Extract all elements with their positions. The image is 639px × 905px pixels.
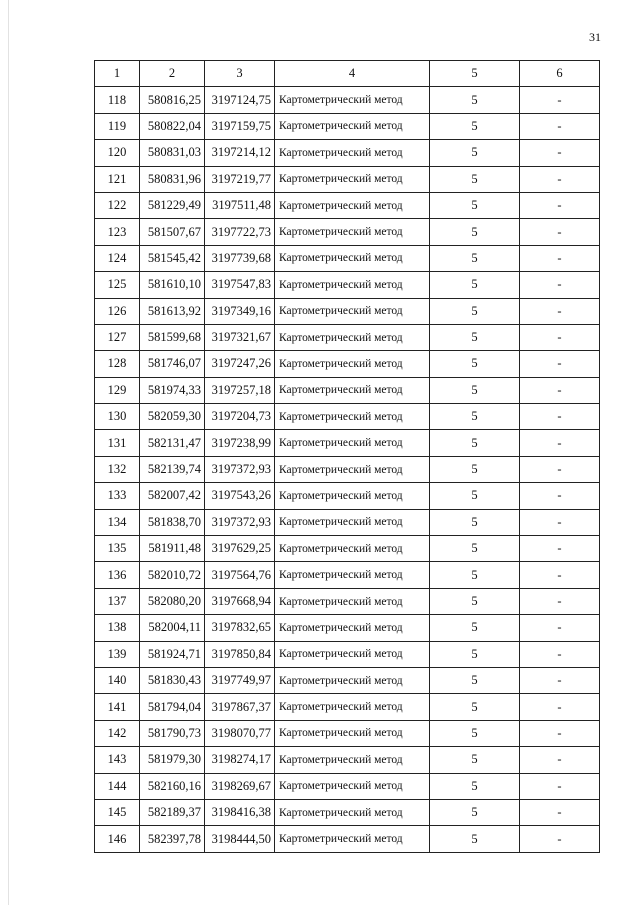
table-row: [95, 298, 600, 324]
accuracy-cell: 5: [430, 113, 520, 139]
table-row: [95, 773, 600, 799]
method-cell: Картометрический метод: [275, 430, 430, 456]
x-coordinate-cell: 582131,47: [140, 430, 205, 456]
point-number-cell: 132: [95, 456, 140, 482]
y-coordinate-cell: 3197739,68: [205, 245, 275, 271]
accuracy-cell: 5: [430, 641, 520, 667]
table-row: [95, 747, 600, 773]
x-coordinate-cell: 581830,43: [140, 667, 205, 693]
point-number-cell: 120: [95, 140, 140, 166]
accuracy-cell: 5: [430, 483, 520, 509]
x-coordinate-cell: 582189,37: [140, 799, 205, 825]
y-coordinate-cell: 3197832,65: [205, 615, 275, 641]
x-coordinate-cell: 581838,70: [140, 509, 205, 535]
x-coordinate-cell: 581924,71: [140, 641, 205, 667]
accuracy-cell: 5: [430, 87, 520, 113]
method-cell: Картометрический метод: [275, 747, 430, 773]
x-coordinate-cell: 581613,92: [140, 298, 205, 324]
note-cell: -: [520, 456, 600, 482]
accuracy-cell: 5: [430, 747, 520, 773]
table-row: [95, 140, 600, 166]
y-coordinate-cell: 3198416,38: [205, 799, 275, 825]
note-cell: -: [520, 641, 600, 667]
y-coordinate-cell: 3197629,25: [205, 536, 275, 562]
note-cell: -: [520, 536, 600, 562]
x-coordinate-cell: 581911,48: [140, 536, 205, 562]
accuracy-cell: 5: [430, 377, 520, 403]
coordinates-table: [94, 60, 600, 853]
x-coordinate-cell: 582397,78: [140, 826, 205, 852]
y-coordinate-cell: 3197219,77: [205, 166, 275, 192]
y-coordinate-cell: 3197749,97: [205, 667, 275, 693]
y-coordinate-cell: 3197204,73: [205, 404, 275, 430]
method-cell: Картометрический метод: [275, 113, 430, 139]
method-cell: Картометрический метод: [275, 615, 430, 641]
method-cell: Картометрический метод: [275, 456, 430, 482]
x-coordinate-cell: 581507,67: [140, 219, 205, 245]
table-row: [95, 509, 600, 535]
note-cell: -: [520, 377, 600, 403]
method-cell: Картометрический метод: [275, 351, 430, 377]
page-margin-line: [8, 0, 9, 905]
note-cell: -: [520, 351, 600, 377]
x-coordinate-cell: 580831,96: [140, 166, 205, 192]
note-cell: -: [520, 245, 600, 271]
note-cell: -: [520, 430, 600, 456]
method-cell: Картометрический метод: [275, 166, 430, 192]
method-cell: Картометрический метод: [275, 324, 430, 350]
note-cell: -: [520, 826, 600, 852]
note-cell: -: [520, 192, 600, 218]
y-coordinate-cell: 3197238,99: [205, 430, 275, 456]
header-cell-3: 3: [205, 61, 275, 87]
point-number-cell: 129: [95, 377, 140, 403]
point-number-cell: 118: [95, 87, 140, 113]
header-cell-6: 6: [520, 61, 600, 87]
note-cell: -: [520, 483, 600, 509]
x-coordinate-cell: 581979,30: [140, 747, 205, 773]
point-number-cell: 136: [95, 562, 140, 588]
x-coordinate-cell: 581229,49: [140, 192, 205, 218]
point-number-cell: 123: [95, 219, 140, 245]
y-coordinate-cell: 3197159,75: [205, 113, 275, 139]
point-number-cell: 142: [95, 720, 140, 746]
accuracy-cell: 5: [430, 456, 520, 482]
table-row: [95, 219, 600, 245]
x-coordinate-cell: 581545,42: [140, 245, 205, 271]
accuracy-cell: 5: [430, 324, 520, 350]
y-coordinate-cell: 3197257,18: [205, 377, 275, 403]
point-number-cell: 127: [95, 324, 140, 350]
table-row: [95, 826, 600, 852]
point-number-cell: 121: [95, 166, 140, 192]
accuracy-cell: 5: [430, 799, 520, 825]
point-number-cell: 139: [95, 641, 140, 667]
accuracy-cell: 5: [430, 166, 520, 192]
table-row: [95, 192, 600, 218]
x-coordinate-cell: 581746,07: [140, 351, 205, 377]
table-row: [95, 720, 600, 746]
table-row: [95, 377, 600, 403]
x-coordinate-cell: 581599,68: [140, 324, 205, 350]
point-number-cell: 141: [95, 694, 140, 720]
y-coordinate-cell: 3197349,16: [205, 298, 275, 324]
accuracy-cell: 5: [430, 298, 520, 324]
table-row: [95, 562, 600, 588]
x-coordinate-cell: 580816,25: [140, 87, 205, 113]
header-cell-4: 4: [275, 61, 430, 87]
accuracy-cell: 5: [430, 245, 520, 271]
x-coordinate-cell: 582004,11: [140, 615, 205, 641]
note-cell: -: [520, 166, 600, 192]
point-number-cell: 126: [95, 298, 140, 324]
method-cell: Картометрический метод: [275, 483, 430, 509]
x-coordinate-cell: 581974,33: [140, 377, 205, 403]
y-coordinate-cell: 3197372,93: [205, 509, 275, 535]
table-row: [95, 641, 600, 667]
method-cell: Картометрический метод: [275, 219, 430, 245]
note-cell: -: [520, 588, 600, 614]
y-coordinate-cell: 3197247,26: [205, 351, 275, 377]
point-number-cell: 122: [95, 192, 140, 218]
note-cell: -: [520, 667, 600, 693]
method-cell: Картометрический метод: [275, 588, 430, 614]
point-number-cell: 140: [95, 667, 140, 693]
accuracy-cell: 5: [430, 509, 520, 535]
table-row: [95, 456, 600, 482]
note-cell: -: [520, 694, 600, 720]
accuracy-cell: 5: [430, 430, 520, 456]
accuracy-cell: 5: [430, 192, 520, 218]
table-row: [95, 324, 600, 350]
method-cell: Картометрический метод: [275, 245, 430, 271]
x-coordinate-cell: 582139,74: [140, 456, 205, 482]
x-coordinate-cell: 582059,30: [140, 404, 205, 430]
page-number: 31: [589, 30, 601, 44]
table-row: [95, 799, 600, 825]
point-number-cell: 135: [95, 536, 140, 562]
point-number-cell: 131: [95, 430, 140, 456]
note-cell: -: [520, 87, 600, 113]
note-cell: -: [520, 720, 600, 746]
note-cell: -: [520, 747, 600, 773]
method-cell: Картометрический метод: [275, 509, 430, 535]
table-row: [95, 536, 600, 562]
table-row: [95, 166, 600, 192]
y-coordinate-cell: 3197543,26: [205, 483, 275, 509]
method-cell: Картометрический метод: [275, 667, 430, 693]
accuracy-cell: 5: [430, 404, 520, 430]
method-cell: Картометрический метод: [275, 404, 430, 430]
method-cell: Картометрический метод: [275, 87, 430, 113]
x-coordinate-cell: 581794,04: [140, 694, 205, 720]
note-cell: -: [520, 404, 600, 430]
point-number-cell: 137: [95, 588, 140, 614]
note-cell: -: [520, 219, 600, 245]
accuracy-cell: 5: [430, 562, 520, 588]
note-cell: -: [520, 773, 600, 799]
table-body: [95, 87, 600, 852]
table-row: [95, 87, 600, 113]
y-coordinate-cell: 3197668,94: [205, 588, 275, 614]
table-row: [95, 615, 600, 641]
accuracy-cell: 5: [430, 667, 520, 693]
accuracy-cell: 5: [430, 773, 520, 799]
method-cell: Картометрический метод: [275, 641, 430, 667]
note-cell: -: [520, 615, 600, 641]
table-row: [95, 272, 600, 298]
y-coordinate-cell: 3197722,73: [205, 219, 275, 245]
point-number-cell: 125: [95, 272, 140, 298]
accuracy-cell: 5: [430, 140, 520, 166]
method-cell: Картометрический метод: [275, 298, 430, 324]
y-coordinate-cell: 3197372,93: [205, 456, 275, 482]
note-cell: -: [520, 799, 600, 825]
accuracy-cell: 5: [430, 219, 520, 245]
note-cell: -: [520, 509, 600, 535]
table-row: [95, 483, 600, 509]
x-coordinate-cell: 580831,03: [140, 140, 205, 166]
table-row: [95, 588, 600, 614]
accuracy-cell: 5: [430, 351, 520, 377]
point-number-cell: 145: [95, 799, 140, 825]
point-number-cell: 130: [95, 404, 140, 430]
x-coordinate-cell: 581790,73: [140, 720, 205, 746]
point-number-cell: 138: [95, 615, 140, 641]
accuracy-cell: 5: [430, 720, 520, 746]
point-number-cell: 119: [95, 113, 140, 139]
accuracy-cell: 5: [430, 272, 520, 298]
y-coordinate-cell: 3197214,12: [205, 140, 275, 166]
point-number-cell: 128: [95, 351, 140, 377]
accuracy-cell: 5: [430, 588, 520, 614]
y-coordinate-cell: 3198070,77: [205, 720, 275, 746]
point-number-cell: 146: [95, 826, 140, 852]
note-cell: -: [520, 140, 600, 166]
note-cell: -: [520, 298, 600, 324]
header-cell-1: 1: [95, 61, 140, 87]
accuracy-cell: 5: [430, 536, 520, 562]
method-cell: Картометрический метод: [275, 826, 430, 852]
header-cell-2: 2: [140, 61, 205, 87]
y-coordinate-cell: 3198274,17: [205, 747, 275, 773]
point-number-cell: 143: [95, 747, 140, 773]
note-cell: -: [520, 324, 600, 350]
accuracy-cell: 5: [430, 826, 520, 852]
y-coordinate-cell: 3197850,84: [205, 641, 275, 667]
method-cell: Картометрический метод: [275, 799, 430, 825]
y-coordinate-cell: 3197511,48: [205, 192, 275, 218]
point-number-cell: 124: [95, 245, 140, 271]
x-coordinate-cell: 580822,04: [140, 113, 205, 139]
note-cell: -: [520, 272, 600, 298]
method-cell: Картометрический метод: [275, 192, 430, 218]
x-coordinate-cell: 582007,42: [140, 483, 205, 509]
method-cell: Картометрический метод: [275, 536, 430, 562]
table-row: [95, 245, 600, 271]
table-row: [95, 113, 600, 139]
x-coordinate-cell: 582010,72: [140, 562, 205, 588]
point-number-cell: 134: [95, 509, 140, 535]
x-coordinate-cell: 581610,10: [140, 272, 205, 298]
y-coordinate-cell: 3197867,37: [205, 694, 275, 720]
table-row: [95, 351, 600, 377]
header-cell-5: 5: [430, 61, 520, 87]
table-row: [95, 694, 600, 720]
accuracy-cell: 5: [430, 694, 520, 720]
table-row: [95, 430, 600, 456]
y-coordinate-cell: 3197547,83: [205, 272, 275, 298]
method-cell: Картометрический метод: [275, 720, 430, 746]
y-coordinate-cell: 3197321,67: [205, 324, 275, 350]
point-number-cell: 144: [95, 773, 140, 799]
note-cell: -: [520, 562, 600, 588]
note-cell: -: [520, 113, 600, 139]
accuracy-cell: 5: [430, 615, 520, 641]
x-coordinate-cell: 582160,16: [140, 773, 205, 799]
method-cell: Картометрический метод: [275, 773, 430, 799]
x-coordinate-cell: 582080,20: [140, 588, 205, 614]
method-cell: Картометрический метод: [275, 694, 430, 720]
y-coordinate-cell: 3197124,75: [205, 87, 275, 113]
coordinates-table-container: [94, 60, 599, 853]
y-coordinate-cell: 3197564,76: [205, 562, 275, 588]
y-coordinate-cell: 3198444,50: [205, 826, 275, 852]
point-number-cell: 133: [95, 483, 140, 509]
method-cell: Картометрический метод: [275, 140, 430, 166]
table-header-row: [95, 61, 600, 87]
table-row: [95, 667, 600, 693]
table-row: [95, 404, 600, 430]
method-cell: Картометрический метод: [275, 272, 430, 298]
method-cell: Картометрический метод: [275, 377, 430, 403]
method-cell: Картометрический метод: [275, 562, 430, 588]
y-coordinate-cell: 3198269,67: [205, 773, 275, 799]
